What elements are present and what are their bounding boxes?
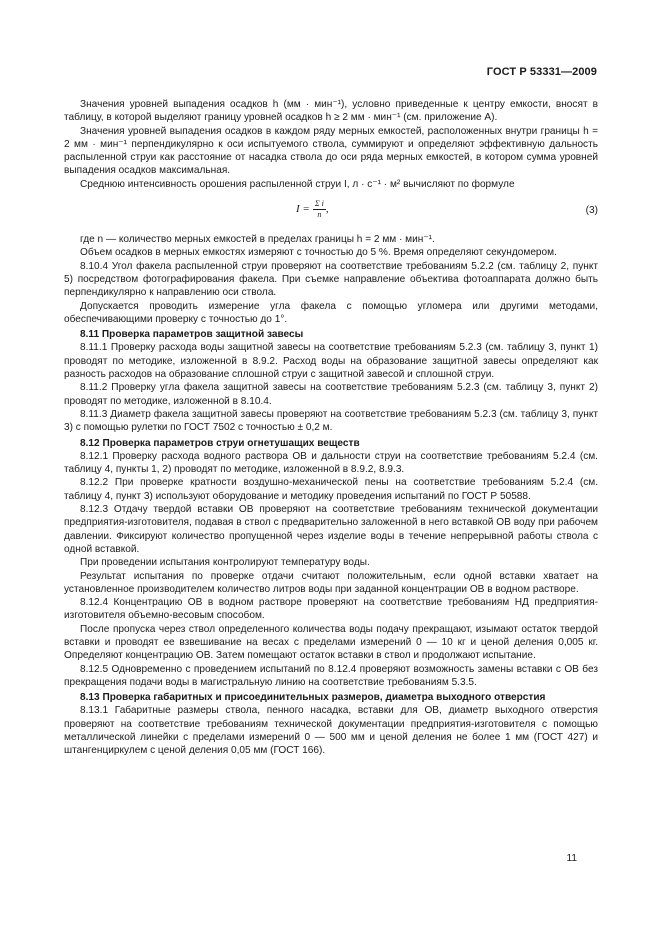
- formula-tail: ,: [325, 202, 329, 215]
- formula-lhs: I =: [296, 202, 310, 215]
- paragraph: Значения уровней выпадения осадков h (мм · мин⁻¹), условно приведенные к центру емкости, вносят в таблицу, в которой выделяют границу уровней осадков h ≥ 2 мм · мин⁻¹ (см. приложение А).: [64, 99, 598, 124]
- paragraph: Среднюю интенсивность орошения распыленной струи I, л · с⁻¹ · м² вычисляют по формуле: [80, 178, 515, 190]
- paragraph: 8.12.1 Проверку расхода водного раствора ОВ и дальности струи на соответствие требованиям 5.2.4 (см. таблицу 4, пункты 1, 2) проводят по методике, изложенной в 8.9.2, 8.9.3.: [64, 450, 598, 476]
- paragraph: 8.12.4 Концентрацию ОВ в водном растворе проверяют на соответствие требованиям НД предприятия-изготовителя объемно-весовым способом.: [64, 597, 598, 622]
- paragraph: 8.12.2 При проверке кратности воздушно-механической пены на соответствие требованиям 5.2.4 (см. таблицу 4, пункт 3) используют оборудование и методику проведения испытаний по ГОСТ Р 50588.: [64, 477, 598, 502]
- paragraph: При проведении испытания контролируют температуру воды.: [80, 557, 370, 569]
- paragraph: Значения уровней выпадения осадков в каждом ряду мерных емкостей, расположенных внутри границы h = 2 мм · мин⁻¹ перпендикулярно к оси испытуемого ствола, суммируют и определяют эффективную дальность распыленной струи как расстояние от насадка ствола до оси ряда мерных емкостей, в котором сумма уровней выпадения осадков максимальная.: [64, 125, 598, 177]
- document-id: ГОСТ Р 53331—2009: [486, 66, 597, 78]
- paragraph: 8.13.1 Габаритные размеры ствола, пенного насадка, вставки для ОВ, диаметр выходного отверстия проверяют на соответствие требованиям технической документации предприятия-изготовителя с помощью металлической линейки с пределами измерений 0 — 500 мм и ценой деления не более 1 мм (ГОСТ 427) и штангенциркулем с ценой деления 0,05 мм (ГОСТ 166).: [64, 705, 598, 757]
- paragraph: где n — количество мерных емкостей в пределах границы h = 2 мм · мин⁻¹.: [80, 234, 435, 246]
- paragraph: Результат испытания по проверке отдачи считают положительным, если одной вставки хватает на установленное производителем количество литров воды при заданной концентрации ОВ в водном растворе.: [64, 570, 598, 595]
- formula-block: [64, 193, 598, 231]
- page-number: 11: [566, 853, 577, 864]
- paragraph: 8.11.3 Диаметр факела защитной завесы проверяют на соответствие требованиям 5.2.3 (см. таблицу 3, пункт 3) с помощью рулетки по ГОСТ 7502 с точностью ± 0,2 м.: [64, 408, 598, 434]
- paragraph: После пропуска через ствол определенного количества воды подачу прекращают, изымают остаток твердой вставки и проводят ее взвешивание на весах с пределами измерений 0 — 10 кг и ценой деления 0,005 кг. Определяют концентрацию ОВ. Затем помещают остаток вставки в ствол и продолжают испытание.: [64, 623, 598, 662]
- formula-expression: [296, 199, 329, 220]
- paragraph: Объем осадков в мерных емкостях измеряют с точностью до 5 %. Время определяют секундомером.: [80, 247, 557, 259]
- formula-numerator: Σ i: [314, 199, 324, 209]
- paragraph: 8.12.5 Одновременно с проведением испытаний по 8.12.4 проверяют возможность замены вставки с ОВ без прекращения подачи воды в магистральную линию на соответствие требованиям 5.3.5.: [64, 663, 598, 688]
- section-heading: 8.13 Проверка габаритных и присоединительных размеров, диаметра выходного отверстия: [80, 692, 546, 704]
- paragraph: 8.10.4 Угол факела распыленной струи проверяют на соответствие требованиям 5.2.2 (см. таблицу 2, пункт 5) посредством фотографирования факела. При съемке направление объектива фотоаппарата должно быть перпендикулярно к направлению оси ствола.: [64, 260, 598, 299]
- section-heading: 8.12 Проверка параметров струи огнетушащих веществ: [80, 437, 360, 449]
- paragraph: Допускается проводить измерение угла факела с помощью угломера или другими методами, обеспечивающими проверку с точностью до 1°.: [64, 300, 598, 325]
- paragraph: 8.12.3 Отдачу твердой вставки ОВ проверяют на соответствие требованиям технической документации предприятия-изготовителя, подавая в ствол с предварительно заложенной в него вставкой ОВ воду при рабочем давлении. Фиксируют количество пропущенной через изделие воды в течение непрерывной работы ствола с одной вставкой.: [64, 504, 598, 555]
- paragraph: 8.11.2 Проверку угла факела защитной завесы на соответствие требованиям 5.2.3 (см. таблицу 3, пункт 2) проводят по методике, изложенной в 8.10.4.: [64, 382, 598, 407]
- equation-number: (3): [585, 205, 598, 217]
- paragraph: 8.11.1 Проверку расхода воды защитной завесы на соответствие требованиям 5.2.3 (см. таблицу 3, пункт 1) проводят по методике, изложенной в 8.9.2. Расход воды на образование защитной завесы определяют как разность расходов на образование сплошной струи с защитной завесой и сплошной струи.: [64, 342, 598, 381]
- formula-denominator: n: [317, 210, 322, 220]
- section-heading: 8.11 Проверка параметров защитной завесы: [80, 329, 304, 341]
- document-body: [64, 98, 598, 758]
- formula-fraction: [313, 199, 326, 220]
